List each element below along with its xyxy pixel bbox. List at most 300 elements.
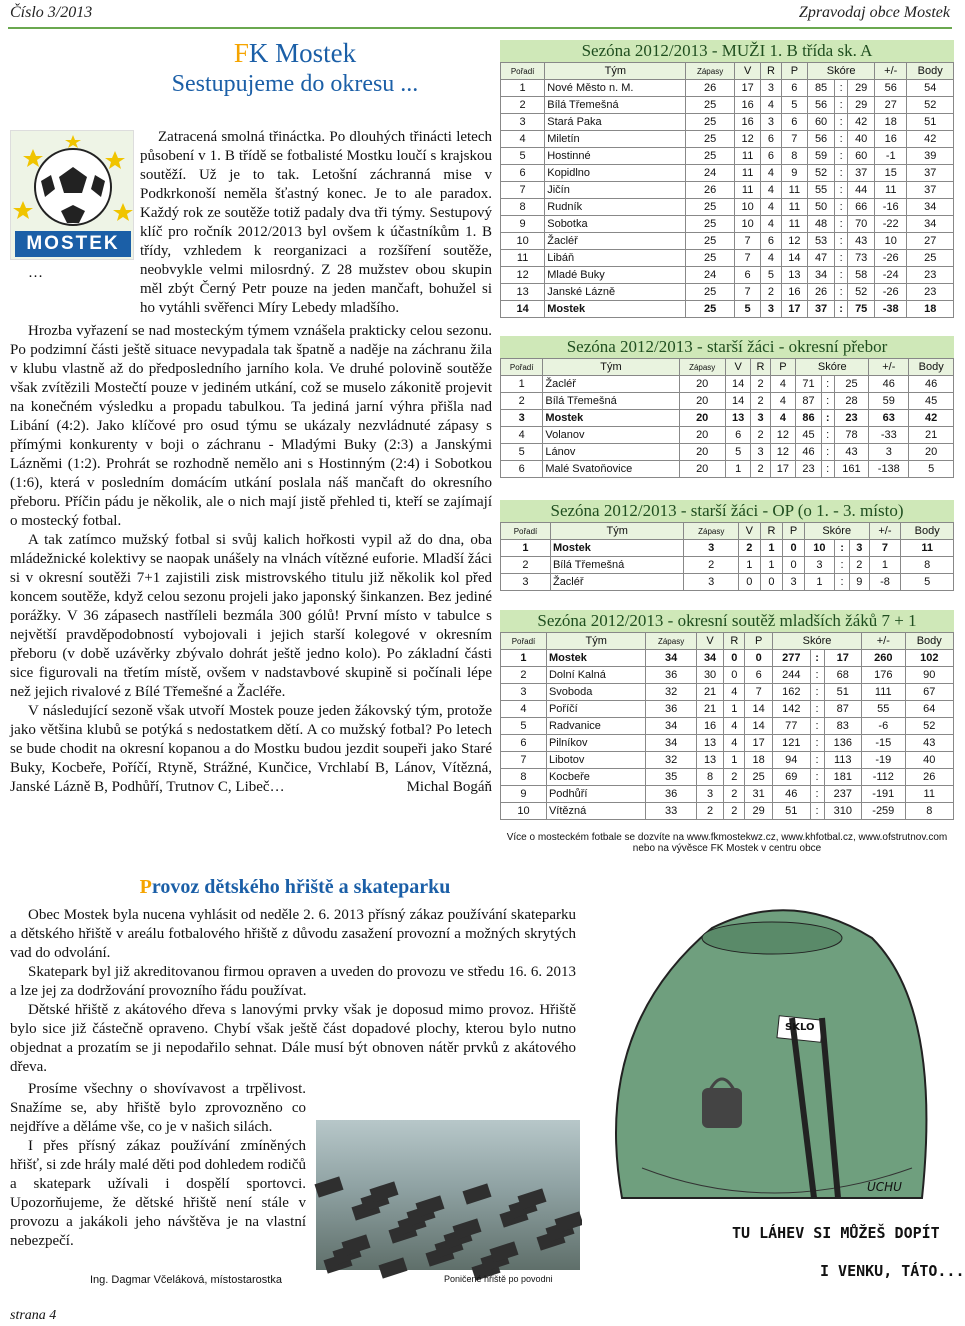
column-header: Body — [909, 359, 954, 376]
table-cell: 12 — [734, 131, 761, 148]
standings-table — [500, 62, 954, 318]
table-cell: 27 — [875, 97, 907, 114]
team-name: Pilníkov — [546, 735, 646, 752]
table-row — [501, 410, 954, 427]
table-cell: 15 — [875, 165, 907, 182]
table-header-row — [501, 63, 954, 80]
table-cell: 5 — [501, 718, 547, 735]
table-cell: -24 — [875, 267, 907, 284]
table-cell: 42 — [848, 114, 875, 131]
table-cell: 3 — [501, 684, 547, 701]
table-cell: 5 — [501, 148, 545, 165]
table-cell: 70 — [848, 216, 875, 233]
table-cell: 83 — [824, 718, 862, 735]
table-row — [501, 165, 954, 182]
table-cell: 4 — [770, 376, 796, 393]
table-cell: 45 — [909, 393, 954, 410]
article-subtitle: Sestupujeme do okresu ... — [171, 71, 419, 97]
table-cell: 20 — [679, 444, 725, 461]
table-cell: 25 — [907, 250, 954, 267]
table-cell: 9 — [850, 574, 869, 591]
table-cell: 77 — [773, 718, 811, 735]
table-cell: : — [821, 427, 834, 444]
article2-title — [10, 876, 580, 899]
table-row — [501, 752, 954, 769]
table-cell: : — [810, 684, 824, 701]
table-cell: 37 — [848, 165, 875, 182]
column-header: P — [745, 633, 773, 650]
table-cell: 10 — [804, 540, 834, 557]
issue-number: Číslo 3/2013 — [10, 4, 93, 21]
table-cell: 8 — [501, 199, 545, 216]
table-cell: 63 — [869, 410, 909, 427]
team-name: Podhůří — [546, 786, 646, 803]
table-cell: 237 — [824, 786, 862, 803]
column-header: Pořadí — [501, 359, 543, 376]
table-cell: 113 — [824, 752, 862, 769]
table-cell: -26 — [875, 284, 907, 301]
column-header: Zápasy — [684, 523, 739, 540]
table-cell: 5 — [501, 444, 543, 461]
team-name: Hostinné — [545, 148, 686, 165]
table-cell: 37 — [907, 182, 954, 199]
table-cell: 4 — [761, 97, 781, 114]
table-cell: 2 — [501, 393, 543, 410]
article2-body-side — [10, 1080, 306, 1251]
table-cell: : — [821, 376, 834, 393]
title-rest: rovoz dětského hřiště a skateparku — [151, 876, 451, 898]
column-header: Skóre — [773, 633, 862, 650]
article-author: Michal Bogáň — [406, 779, 492, 795]
table-cell: 9 — [501, 786, 547, 803]
team-name: Žacléř — [550, 574, 683, 591]
table-cell: 4 — [761, 165, 781, 182]
table-cell: 21 — [909, 427, 954, 444]
table-cell: 0 — [724, 650, 745, 667]
column-header: Skóre — [808, 63, 875, 80]
table-cell: 162 — [773, 684, 811, 701]
column-header: +/- — [862, 633, 905, 650]
team-name: Mostek — [546, 650, 646, 667]
team-name: Jičín — [545, 182, 686, 199]
team-name: Poříčí — [546, 701, 646, 718]
table-row — [501, 461, 954, 478]
table-cell: 11 — [781, 182, 808, 199]
table-cell: : — [810, 718, 824, 735]
table-older-pupils-op — [500, 500, 954, 591]
table-cell: 8 — [905, 803, 953, 820]
table-cell: 0 — [724, 667, 745, 684]
table-cell: 4 — [724, 735, 745, 752]
table-cell: 51 — [824, 684, 862, 701]
article2-paragraph: I přes přísný zákaz používání zmíněných hřišť, si zde hrály malé děti pod dohledem rodičů a skatepark užívali i dospělí sportovci. Upozorňujeme, že dětské hřiště není stále v provozu a jakákoli jeho návštěva je na vlastní nebezpečí. — [10, 1138, 306, 1249]
table-row — [501, 718, 954, 735]
column-header: Tým — [550, 523, 683, 540]
table-cell: 85 — [808, 80, 835, 97]
team-name: Mostek — [550, 540, 683, 557]
table-cell: 0 — [783, 540, 805, 557]
table-cell: 25 — [686, 97, 734, 114]
table-cell: 2 — [501, 667, 547, 684]
column-header: P — [781, 63, 808, 80]
table-cell: 54 — [907, 80, 954, 97]
table-cell: 20 — [679, 376, 725, 393]
table-cell: 67 — [905, 684, 953, 701]
table-cell: 46 — [773, 786, 811, 803]
table-cell: 78 — [834, 427, 869, 444]
table-cell: 43 — [905, 735, 953, 752]
table-cell: 46 — [909, 376, 954, 393]
article2-paragraph: Prosíme všechny o shovívavost a trpělivost. Snažíme se, aby hřiště bylo zprovozněno co nejdříve a děláme vše, co je v našich silách. — [10, 1081, 306, 1135]
table-cell: 16 — [734, 97, 761, 114]
cartoon-caption-line1: TU LÁHEV SI MŮŽEŠ DOPÍT — [732, 1224, 940, 1242]
column-header: Body — [901, 523, 954, 540]
table-cell: 8 — [696, 769, 724, 786]
table-cell: 94 — [773, 752, 811, 769]
table-title: Sezóna 2012/2013 - starší žáci - OP (o 1. - 3. místo) — [500, 500, 954, 522]
table-cell: 4 — [770, 393, 796, 410]
article2-paragraph: Skatepark byl již akreditovanou firmou opraven a uveden do provozu ve středu 16. 6. 2013 a lze jej za dodržování provozního řádu používat. — [10, 964, 576, 999]
table-cell: 1 — [760, 557, 783, 574]
logo-text: MOSTEK — [26, 233, 120, 254]
table-cell: 3 — [761, 114, 781, 131]
column-header: P — [783, 523, 805, 540]
table-cell: 7 — [869, 540, 901, 557]
table-cell: 3 — [501, 574, 551, 591]
table-cell: 2 — [696, 803, 724, 820]
table-cell: 25 — [686, 131, 734, 148]
table-cell: 5 — [901, 574, 954, 591]
table-cell: 3 — [684, 574, 739, 591]
table-cell: 0 — [739, 574, 761, 591]
table-cell: 46 — [796, 444, 822, 461]
table-cell: 4 — [761, 182, 781, 199]
table-cell: : — [821, 444, 834, 461]
table-cell: 1 — [739, 557, 761, 574]
table-cell: 5 — [781, 97, 808, 114]
table-row — [501, 267, 954, 284]
table-cell: 34 — [907, 199, 954, 216]
table-cell: 4 — [724, 718, 745, 735]
article-paragraph: V následující sezoně však utvoří Mostek pouze jeden žákovský tým, protože jako většina klubů se potýká s nedostatkem dětí. A co mužský fotbal? Po letech se bude chodit na okresní kopanou a do Mostku budou jezdit soupeři jako Staré Buky, Kocbeře, Poříčí, Rtyně, Strážné, Kunčice, Vrchlabí B, Lánov, Vítězná, Janské Lázně B, Podhůří, Trutnov C, Libeč… — [10, 703, 492, 795]
table-cell: 52 — [905, 718, 953, 735]
column-header: V — [696, 633, 724, 650]
table-cell: 34 — [808, 267, 835, 284]
table-cell: : — [834, 540, 849, 557]
damaged-playground-photo — [316, 1120, 580, 1270]
table-cell: -8 — [869, 574, 901, 591]
table-cell: 44 — [848, 182, 875, 199]
column-header: Pořadí — [501, 633, 547, 650]
table-cell: : — [810, 786, 824, 803]
photo-debris — [378, 1257, 407, 1278]
table-cell: 34 — [646, 735, 696, 752]
table-cell: 10 — [734, 216, 761, 233]
table-cell: 12 — [770, 444, 796, 461]
table-cell: 51 — [773, 803, 811, 820]
column-header: +/- — [869, 523, 901, 540]
table-cell: 12 — [501, 267, 545, 284]
table-cell: 37 — [907, 165, 954, 182]
table-title: Sezóna 2012/2013 - starší žáci - okresní přebor — [500, 336, 954, 358]
table-cell: 11 — [905, 786, 953, 803]
table-row — [501, 80, 954, 97]
table-row — [501, 769, 954, 786]
team-name: Janské Lázně — [545, 284, 686, 301]
column-header: Pořadí — [501, 523, 551, 540]
table-older-pupils — [500, 336, 954, 478]
table-title: Sezóna 2012/2013 - okresní soutěž mladších žáků 7 + 1 — [500, 610, 954, 632]
table-cell: -1 — [875, 148, 907, 165]
table-cell: 52 — [907, 97, 954, 114]
table-row — [501, 650, 954, 667]
table-row — [501, 216, 954, 233]
team-name: Žacléř — [545, 233, 686, 250]
table-cell: 2 — [724, 786, 745, 803]
table-cell: 23 — [907, 267, 954, 284]
table-cell: 8 — [901, 557, 954, 574]
table-cell: 7 — [501, 752, 547, 769]
column-header: V — [725, 359, 751, 376]
cartoonist-signature: UCHU — [867, 1180, 902, 1194]
table-row — [501, 427, 954, 444]
table-row — [501, 148, 954, 165]
table-cell: : — [810, 735, 824, 752]
title-initial: F — [233, 38, 249, 68]
table-cell: 4 — [761, 216, 781, 233]
table-cell: 4 — [761, 199, 781, 216]
table-cell: 43 — [848, 233, 875, 250]
table-cell: 23 — [834, 410, 869, 427]
column-header: R — [724, 633, 745, 650]
cartoon-image — [582, 868, 954, 1308]
table-cell: 13 — [696, 752, 724, 769]
table-row — [501, 199, 954, 216]
team-name: Vítězná — [546, 803, 646, 820]
table-younger-pupils — [500, 610, 954, 820]
table-cell: -19 — [862, 752, 905, 769]
column-header: +/- — [869, 359, 909, 376]
table-cell: 181 — [824, 769, 862, 786]
table-cell: : — [810, 769, 824, 786]
table-cell: 3 — [850, 540, 869, 557]
table-cell: 60 — [848, 148, 875, 165]
table-cell: 34 — [696, 650, 724, 667]
column-header: P — [770, 359, 796, 376]
table-cell: 3 — [696, 786, 724, 803]
table-cell: 176 — [862, 667, 905, 684]
table-cell: 11 — [501, 250, 545, 267]
table-cell: 55 — [862, 701, 905, 718]
table-cell: 9 — [501, 216, 545, 233]
table-cell: 6 — [501, 165, 545, 182]
table-cell: 11 — [901, 540, 954, 557]
table-cell: 25 — [686, 233, 734, 250]
table-cell: 23 — [907, 284, 954, 301]
table-cell: 5 — [725, 444, 751, 461]
table-cell: : — [810, 701, 824, 718]
table-cell: 28 — [834, 393, 869, 410]
table-cell: 4 — [724, 684, 745, 701]
table-cell: 25 — [686, 199, 734, 216]
table-cell: 17 — [770, 461, 796, 478]
table-cell: 2 — [684, 557, 739, 574]
table-cell: 0 — [745, 650, 773, 667]
table-cell: 52 — [808, 165, 835, 182]
table-cell: 8 — [501, 769, 547, 786]
table-row — [501, 786, 954, 803]
table-cell: 18 — [875, 114, 907, 131]
table-cell: : — [821, 410, 834, 427]
table-cell: 11 — [734, 182, 761, 199]
table-row — [501, 97, 954, 114]
table-row — [501, 684, 954, 701]
table-cell: 277 — [773, 650, 811, 667]
table-cell: 7 — [501, 182, 545, 199]
table-cell: 86 — [796, 410, 822, 427]
table-cell: 52 — [848, 284, 875, 301]
table-cell: 73 — [848, 250, 875, 267]
table-cell: 1 — [725, 461, 751, 478]
publication-name: Zpravodaj obce Mostek — [798, 4, 950, 21]
column-header: Tým — [545, 63, 686, 80]
column-header: +/- — [875, 63, 907, 80]
table-cell: -22 — [875, 216, 907, 233]
team-name: Sobotka — [545, 216, 686, 233]
table-cell: 3 — [761, 301, 781, 318]
standings-table — [500, 522, 954, 591]
table-cell: 244 — [773, 667, 811, 684]
table-cell: 30 — [696, 667, 724, 684]
table-cell: 10 — [501, 803, 547, 820]
table-cell: -26 — [875, 250, 907, 267]
table-cell: 2 — [724, 803, 745, 820]
table-cell: : — [834, 182, 847, 199]
table-cell: 1 — [501, 80, 545, 97]
standings-table — [500, 632, 954, 820]
team-name: Dolní Kalná — [546, 667, 646, 684]
team-name: Bílá Třemešná — [543, 393, 679, 410]
table-cell: 20 — [679, 410, 725, 427]
title-initial: P — [139, 876, 152, 898]
column-header: Zápasy — [646, 633, 696, 650]
table-cell: 58 — [848, 267, 875, 284]
table-cell: : — [810, 650, 824, 667]
table-cell: 142 — [773, 701, 811, 718]
article-body — [140, 128, 492, 316]
table-cell: 3 — [869, 444, 909, 461]
table-cell: 18 — [745, 752, 773, 769]
table-cell: 26 — [686, 182, 734, 199]
table-cell: 24 — [686, 267, 734, 284]
column-header: Zápasy — [679, 359, 725, 376]
team-name: Svoboda — [546, 684, 646, 701]
table-cell: 1 — [501, 540, 551, 557]
table-cell: 43 — [834, 444, 869, 461]
team-name: Bílá Třemešná — [545, 97, 686, 114]
table-row — [501, 540, 954, 557]
table-cell: 87 — [824, 701, 862, 718]
team-name: Mostek — [543, 410, 679, 427]
table-cell: 260 — [862, 650, 905, 667]
table-cell: 42 — [907, 131, 954, 148]
table-cell: 87 — [796, 393, 822, 410]
table-row — [501, 182, 954, 199]
table-cell: 12 — [781, 233, 808, 250]
table-cell: : — [834, 165, 847, 182]
table-row — [501, 444, 954, 461]
table-cell: 68 — [824, 667, 862, 684]
table-cell: 11 — [781, 199, 808, 216]
table-cell: 6 — [781, 80, 808, 97]
table-cell: 102 — [905, 650, 953, 667]
table-cell: 2 — [850, 557, 869, 574]
table-cell: 37 — [808, 301, 835, 318]
team-name: Volanov — [543, 427, 679, 444]
column-header: R — [751, 359, 770, 376]
column-header: R — [761, 63, 781, 80]
table-cell: 0 — [783, 557, 805, 574]
table-row — [501, 701, 954, 718]
table-cell: 29 — [745, 803, 773, 820]
table-cell: 6 — [734, 267, 761, 284]
table-cell: 11 — [734, 148, 761, 165]
table-cell: 16 — [734, 114, 761, 131]
team-name: Libotov — [546, 752, 646, 769]
table-cell: 25 — [686, 216, 734, 233]
team-name: Lánov — [543, 444, 679, 461]
table-cell: 13 — [781, 267, 808, 284]
table-cell: 4 — [501, 701, 547, 718]
table-cell: 16 — [781, 284, 808, 301]
table-cell: 24 — [686, 165, 734, 182]
table-cell: : — [834, 574, 849, 591]
title-rest: K Mostek — [248, 38, 357, 68]
table-cell: 7 — [781, 131, 808, 148]
table-cell: 14 — [745, 718, 773, 735]
table-cell: 6 — [501, 461, 543, 478]
table-cell: : — [834, 97, 847, 114]
column-header: Zápasy — [686, 63, 734, 80]
table-cell: 4 — [761, 250, 781, 267]
article2-paragraph: Obec Mostek byla nucena vyhlásit od neděle 2. 6. 2013 přísný zákaz používání skateparku a dětského hřiště v areálu fotbalového hřiště z důvodu zasažení provozní a možných skrytých vad do odvolání. — [10, 907, 576, 961]
table-cell: 2 — [761, 284, 781, 301]
table-cell: 31 — [745, 786, 773, 803]
table-cell: 10 — [734, 199, 761, 216]
table-cell: 11 — [875, 182, 907, 199]
table-cell: 17 — [745, 735, 773, 752]
table-cell: 1 — [804, 574, 834, 591]
table-cell: 2 — [751, 461, 770, 478]
table-cell: 36 — [646, 667, 696, 684]
table-cell: 13 — [725, 410, 751, 427]
table-cell: -112 — [862, 769, 905, 786]
table-cell: : — [810, 667, 824, 684]
table-cell: 64 — [905, 701, 953, 718]
table-cell: : — [834, 250, 847, 267]
table-cell: 5 — [734, 301, 761, 318]
table-cell: 34 — [646, 718, 696, 735]
column-header: Skóre — [804, 523, 869, 540]
team-name: Stará Paka — [545, 114, 686, 131]
table-cell: 26 — [686, 80, 734, 97]
table-cell: 34 — [646, 650, 696, 667]
table-cell: : — [810, 752, 824, 769]
table-cell: 3 — [501, 114, 545, 131]
team-name: Nové Město n. M. — [545, 80, 686, 97]
table-cell: 18 — [907, 301, 954, 318]
table-cell: 3 — [751, 444, 770, 461]
